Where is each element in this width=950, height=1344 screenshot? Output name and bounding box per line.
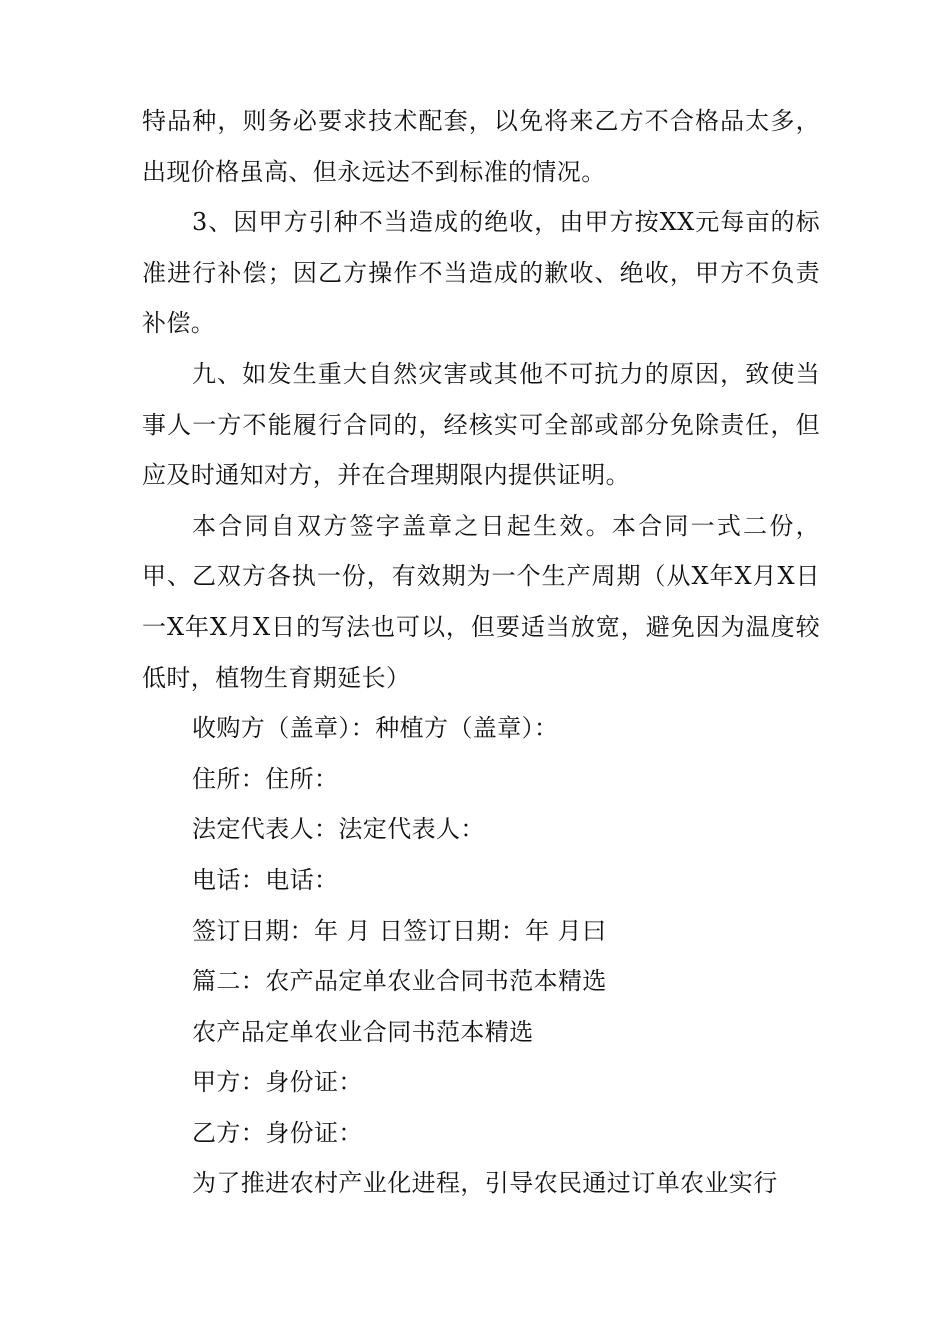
preamble-line: 为了推进农村产业化进程，引导农民通过订单农业实行: [192, 1169, 778, 1198]
contract-title: 农产品定单农业合同书范本精选: [192, 1017, 534, 1046]
party-b-line: 乙方：身份证：: [192, 1118, 363, 1147]
document-body: [142, 96, 820, 1209]
paragraph-effective-date: 本合同自双方签字盖章之日起生效。本合同一式二份，甲、乙双方各执一份，有效期为一个生产周期（从X年X月X日一X年X月X日的写法也可以，但要适当放宽，避免因为温度较低时，植物生育期延长）: [142, 511, 820, 692]
section-heading: 篇二：农产品定单农业合同书范本精选: [192, 967, 607, 996]
signature-date-line: 签订日期：年 月 日签订日期：年 月曰: [192, 916, 607, 945]
paragraph-clause-9: 九、如发生重大自然灾害或其他不可抗力的原因，致使当事人一方不能履行合同的，经核实可全部或部分免除责任，但应及时通知对方，并在合理期限内提供证明。: [142, 359, 820, 490]
signature-phone-line: 电话：电话：: [192, 865, 339, 894]
signature-address-line: 住所：住所：: [192, 764, 339, 793]
signature-seal-line: 收购方（盖章）：种植方（盖章）：: [192, 714, 559, 743]
party-a-line: 甲方：身份证：: [192, 1068, 363, 1097]
paragraph-continuation: 特品种，则务必要求技术配套，以免将来乙方不合格品太多，出现价格虽高、但永远达不到标准的情况。: [142, 107, 820, 186]
paragraph-clause-3: 3、因甲方引种不当造成的绝收，由甲方按XX元每亩的标准进行补偿；因乙方操作不当造成的歉收、绝收，甲方不负责补偿。: [142, 208, 820, 338]
signature-representative-line: 法定代表人：法定代表人：: [192, 815, 485, 844]
